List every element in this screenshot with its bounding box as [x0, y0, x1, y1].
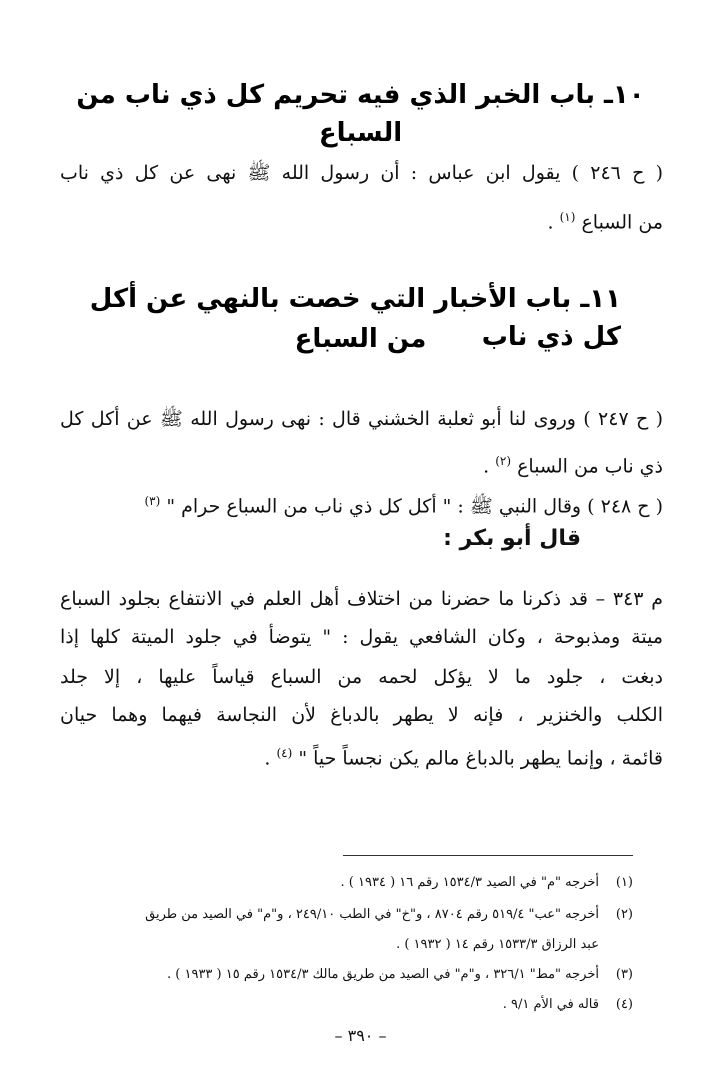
footnote-1-text: أخرجه "م" في الصيد ١٥٣٤/٣ رقم ١٦ ( ١٩٣٤ ) . — [340, 875, 599, 890]
masala-343-line-2: ميتة ومذبوحة ، وكان الشافعي يقول : " يتوضأ في جلود الميتة كلها إذا — [60, 626, 663, 648]
footnote-divider — [343, 855, 633, 856]
qala-abu-bakr-heading: قال أبو بكر : — [443, 526, 581, 551]
page-number: – ٣٩٠ – — [334, 1026, 387, 1045]
footnote-1-number: (١) — [615, 875, 633, 890]
masala-343-line-3: دبغت ، جلود ما لا يؤكل لحمه من السباع قياساً عليها ، إلا جلد — [60, 666, 663, 688]
hadith-248-line — [60, 486, 663, 521]
footnote-ref-4: (٤) — [276, 746, 293, 760]
hadith-247-end: . — [483, 455, 490, 478]
footnote-1 — [58, 870, 633, 896]
masala-343-line-4: الكلب والخنزير ، فإنه لا يطهر بالدباغ لأن النجاسة فيهما وهما حيان — [60, 704, 663, 726]
footnote-2-continued — [58, 932, 633, 958]
masala-343-line-5 — [60, 738, 663, 773]
footnote-2-number: (٢) — [615, 907, 633, 922]
footnote-2 — [58, 902, 633, 928]
masala-343-text: قائمة ، وإنما يطهر بالدباغ مالم يكن نجساً حياً " — [298, 747, 663, 770]
footnote-2-cont-text: عبد الرزاق ١٥٣٣/٣ رقم ١٤ ( ١٩٣٢ ) . — [396, 937, 599, 952]
footnote-4-text: قاله في الأم ٩/١ . — [502, 997, 599, 1012]
masala-343-end: . — [264, 747, 271, 770]
footnote-4 — [58, 992, 633, 1018]
footnote-3 — [58, 962, 633, 988]
chapter-10-title: ١٠ـ باب الخبر الذي فيه تحريم كل ذي ناب من السباع — [76, 80, 645, 148]
footnote-3-text: أخرجه "مط" ٣٢٦/١ ، و"م" في الصيد من طريق مالك ١٥٣٤/٣ رقم ١٥ ( ١٩٣٣ ) . — [167, 967, 599, 982]
footnote-ref-2: (٢) — [495, 454, 512, 468]
hadith-246-line-2 — [60, 202, 663, 237]
chapter-11-title-line-1: ١١ـ باب الأخبار التي خصت بالنهي عن أكل كل ذي ناب — [89, 284, 621, 352]
hadith-247-line-2 — [60, 446, 663, 481]
hadith-246-end: . — [547, 211, 554, 234]
hadith-246-text: من السباع — [581, 211, 663, 234]
footnote-ref-3: (٣) — [144, 494, 161, 508]
masala-343-line-1: م ٣٤٣ – قد ذكرنا ما حضرنا من اختلاف أهل العلم في الانتفاع بجلود السباع — [60, 588, 663, 610]
footnote-2-text: أخرجه "عب" ٥١٩/٤ رقم ٨٧٠٤ ، و"خ" في الطب ٢٤٩/١٠ ، و"م" في الصيد من طريق — [145, 907, 599, 922]
hadith-247-line-1: ( ح ٢٤٧ ) وروى لنا أبو ثعلبة الخشني قال : نهى رسول الله ﷺ عن أكل كل — [60, 408, 663, 430]
hadith-246-line-1: ( ح ٢٤٦ ) يقول ابن عباس : أن رسول الله ﷺ نهى عن كل ذي ناب — [60, 162, 663, 184]
footnote-4-number: (٤) — [615, 997, 633, 1012]
hadith-247-text: ذي ناب من السباع — [517, 455, 663, 478]
footnote-3-number: (٣) — [615, 967, 633, 982]
footnote-ref-1: (١) — [559, 210, 576, 224]
hadith-248-text: ( ح ٢٤٨ ) وقال النبي ﷺ : " أكل كل ذي ناب من السباع حرام " — [166, 495, 663, 518]
chapter-11-title-line-2: من السباع — [294, 324, 427, 354]
